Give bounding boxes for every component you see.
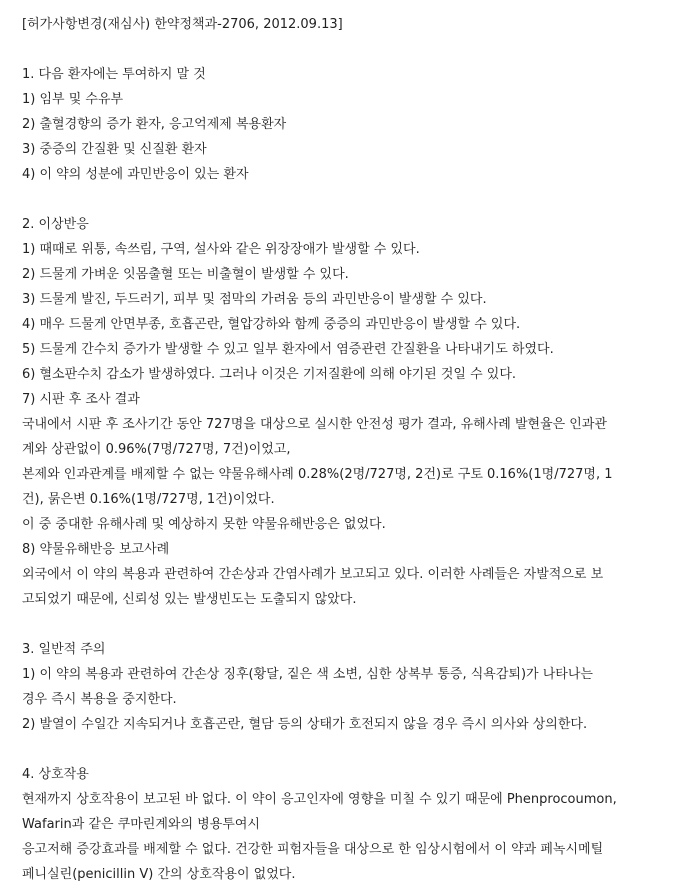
- text-line: 8) 약물유해반응 보고사례: [22, 542, 170, 557]
- section-general-precautions: [22, 637, 691, 737]
- text-line: 국내에서 시판 후 조사기간 동안 727명을 대상으로 실시한 안전성 평가 결과, 유해사례 발현율은 인과관: [22, 417, 607, 432]
- list-item: 2) 출혈경향의 증가 환자, 응고억제제 복용환자: [22, 117, 287, 132]
- section-title: 1. 다음 환자에는 투여하지 말 것: [22, 67, 206, 82]
- section-adverse-reactions: [22, 212, 691, 612]
- text-line: 7) 시판 후 조사 결과: [22, 392, 140, 407]
- text-line: 본제와 인과관계를 배제할 수 없는 약물유해사례 0.28%(2명/727명, 2건)로 구토 0.16%(1명/727명, 1: [22, 467, 613, 482]
- section-contraindications: [22, 62, 691, 187]
- text-line: 건), 묽은변 0.16%(1명/727명, 1건)이었다.: [22, 492, 275, 507]
- text-line: Wafarin과 같은 쿠마린계와의 병용투여시: [22, 817, 260, 832]
- text-line: 1) 이 약의 복용과 관련하여 간손상 징후(황달, 짙은 색 소변, 심한 상복부 통증, 식욕감퇴)가 나타나는: [22, 667, 593, 682]
- list-item: 3) 중증의 간질환 및 신질환 환자: [22, 142, 207, 157]
- text-line: 이 중 중대한 유해사례 및 예상하지 못한 약물유해반응은 없었다.: [22, 517, 386, 532]
- text-line: 2) 드물게 가벼운 잇몸출혈 또는 비출혈이 발생할 수 있다.: [22, 267, 349, 282]
- section-title: 2. 이상반응: [22, 217, 89, 232]
- text-line: 페니실린(penicillin V) 간의 상호작용이 없었다.: [22, 867, 296, 882]
- section-title: 4. 상호작용: [22, 767, 89, 782]
- list-item: 4) 이 약의 성분에 과민반응이 있는 환자: [22, 167, 249, 182]
- spacer: [22, 187, 691, 212]
- spacer: [22, 612, 691, 637]
- section-interactions: [22, 762, 691, 887]
- text-line: 6) 혈소판수치 감소가 발생하였다. 그러나 이것은 기저질환에 의해 야기된 것일 수 있다.: [22, 367, 517, 382]
- text-line: 현재까지 상호작용이 보고된 바 없다. 이 약이 응고인자에 영향을 미칠 수 있기 때문에 Phenprocoumon,: [22, 792, 617, 807]
- spacer: [22, 737, 691, 762]
- list-item: 1) 임부 및 수유부: [22, 92, 124, 107]
- text-line: 3) 드물게 발진, 두드러기, 피부 및 점막의 가려움 등의 과민반응이 발생할 수 있다.: [22, 292, 487, 307]
- text-line: 5) 드물게 간수치 증가가 발생할 수 있고 일부 환자에서 염증관련 간질환을 나타내기도 하였다.: [22, 342, 554, 357]
- text-line: 1) 때때로 위통, 속쓰림, 구역, 설사와 같은 위장장애가 발생할 수 있다.: [22, 242, 420, 257]
- document-header: [허가사항변경(재심사) 한약정책과-2706, 2012.09.13]: [22, 17, 343, 32]
- text-line: 4) 매우 드물게 안면부종, 호흡곤란, 혈압강하와 함께 중증의 과민반응이 발생할 수 있다.: [22, 317, 521, 332]
- spacer: [22, 37, 691, 62]
- text-line: 응고저해 증강효과를 배제할 수 없다. 건강한 피험자들을 대상으로 한 임상시험에서 이 약과 페녹시메틸: [22, 842, 604, 857]
- text-line: 경우 즉시 복용을 중지한다.: [22, 692, 177, 707]
- text-line: 고되었기 때문에, 신뢰성 있는 발생빈도는 도출되지 않았다.: [22, 592, 357, 607]
- section-title: 3. 일반적 주의: [22, 642, 106, 657]
- text-line: 계와 상관없이 0.96%(7명/727명, 7건)이었고,: [22, 442, 291, 457]
- text-line: 외국에서 이 약의 복용과 관련하여 간손상과 간염사례가 보고되고 있다. 이러한 사례들은 자발적으로 보: [22, 567, 604, 582]
- text-line: 2) 발열이 수일간 지속되거나 호흡곤란, 혈담 등의 상태가 호전되지 않을 경우 즉시 의사와 상의한다.: [22, 717, 588, 732]
